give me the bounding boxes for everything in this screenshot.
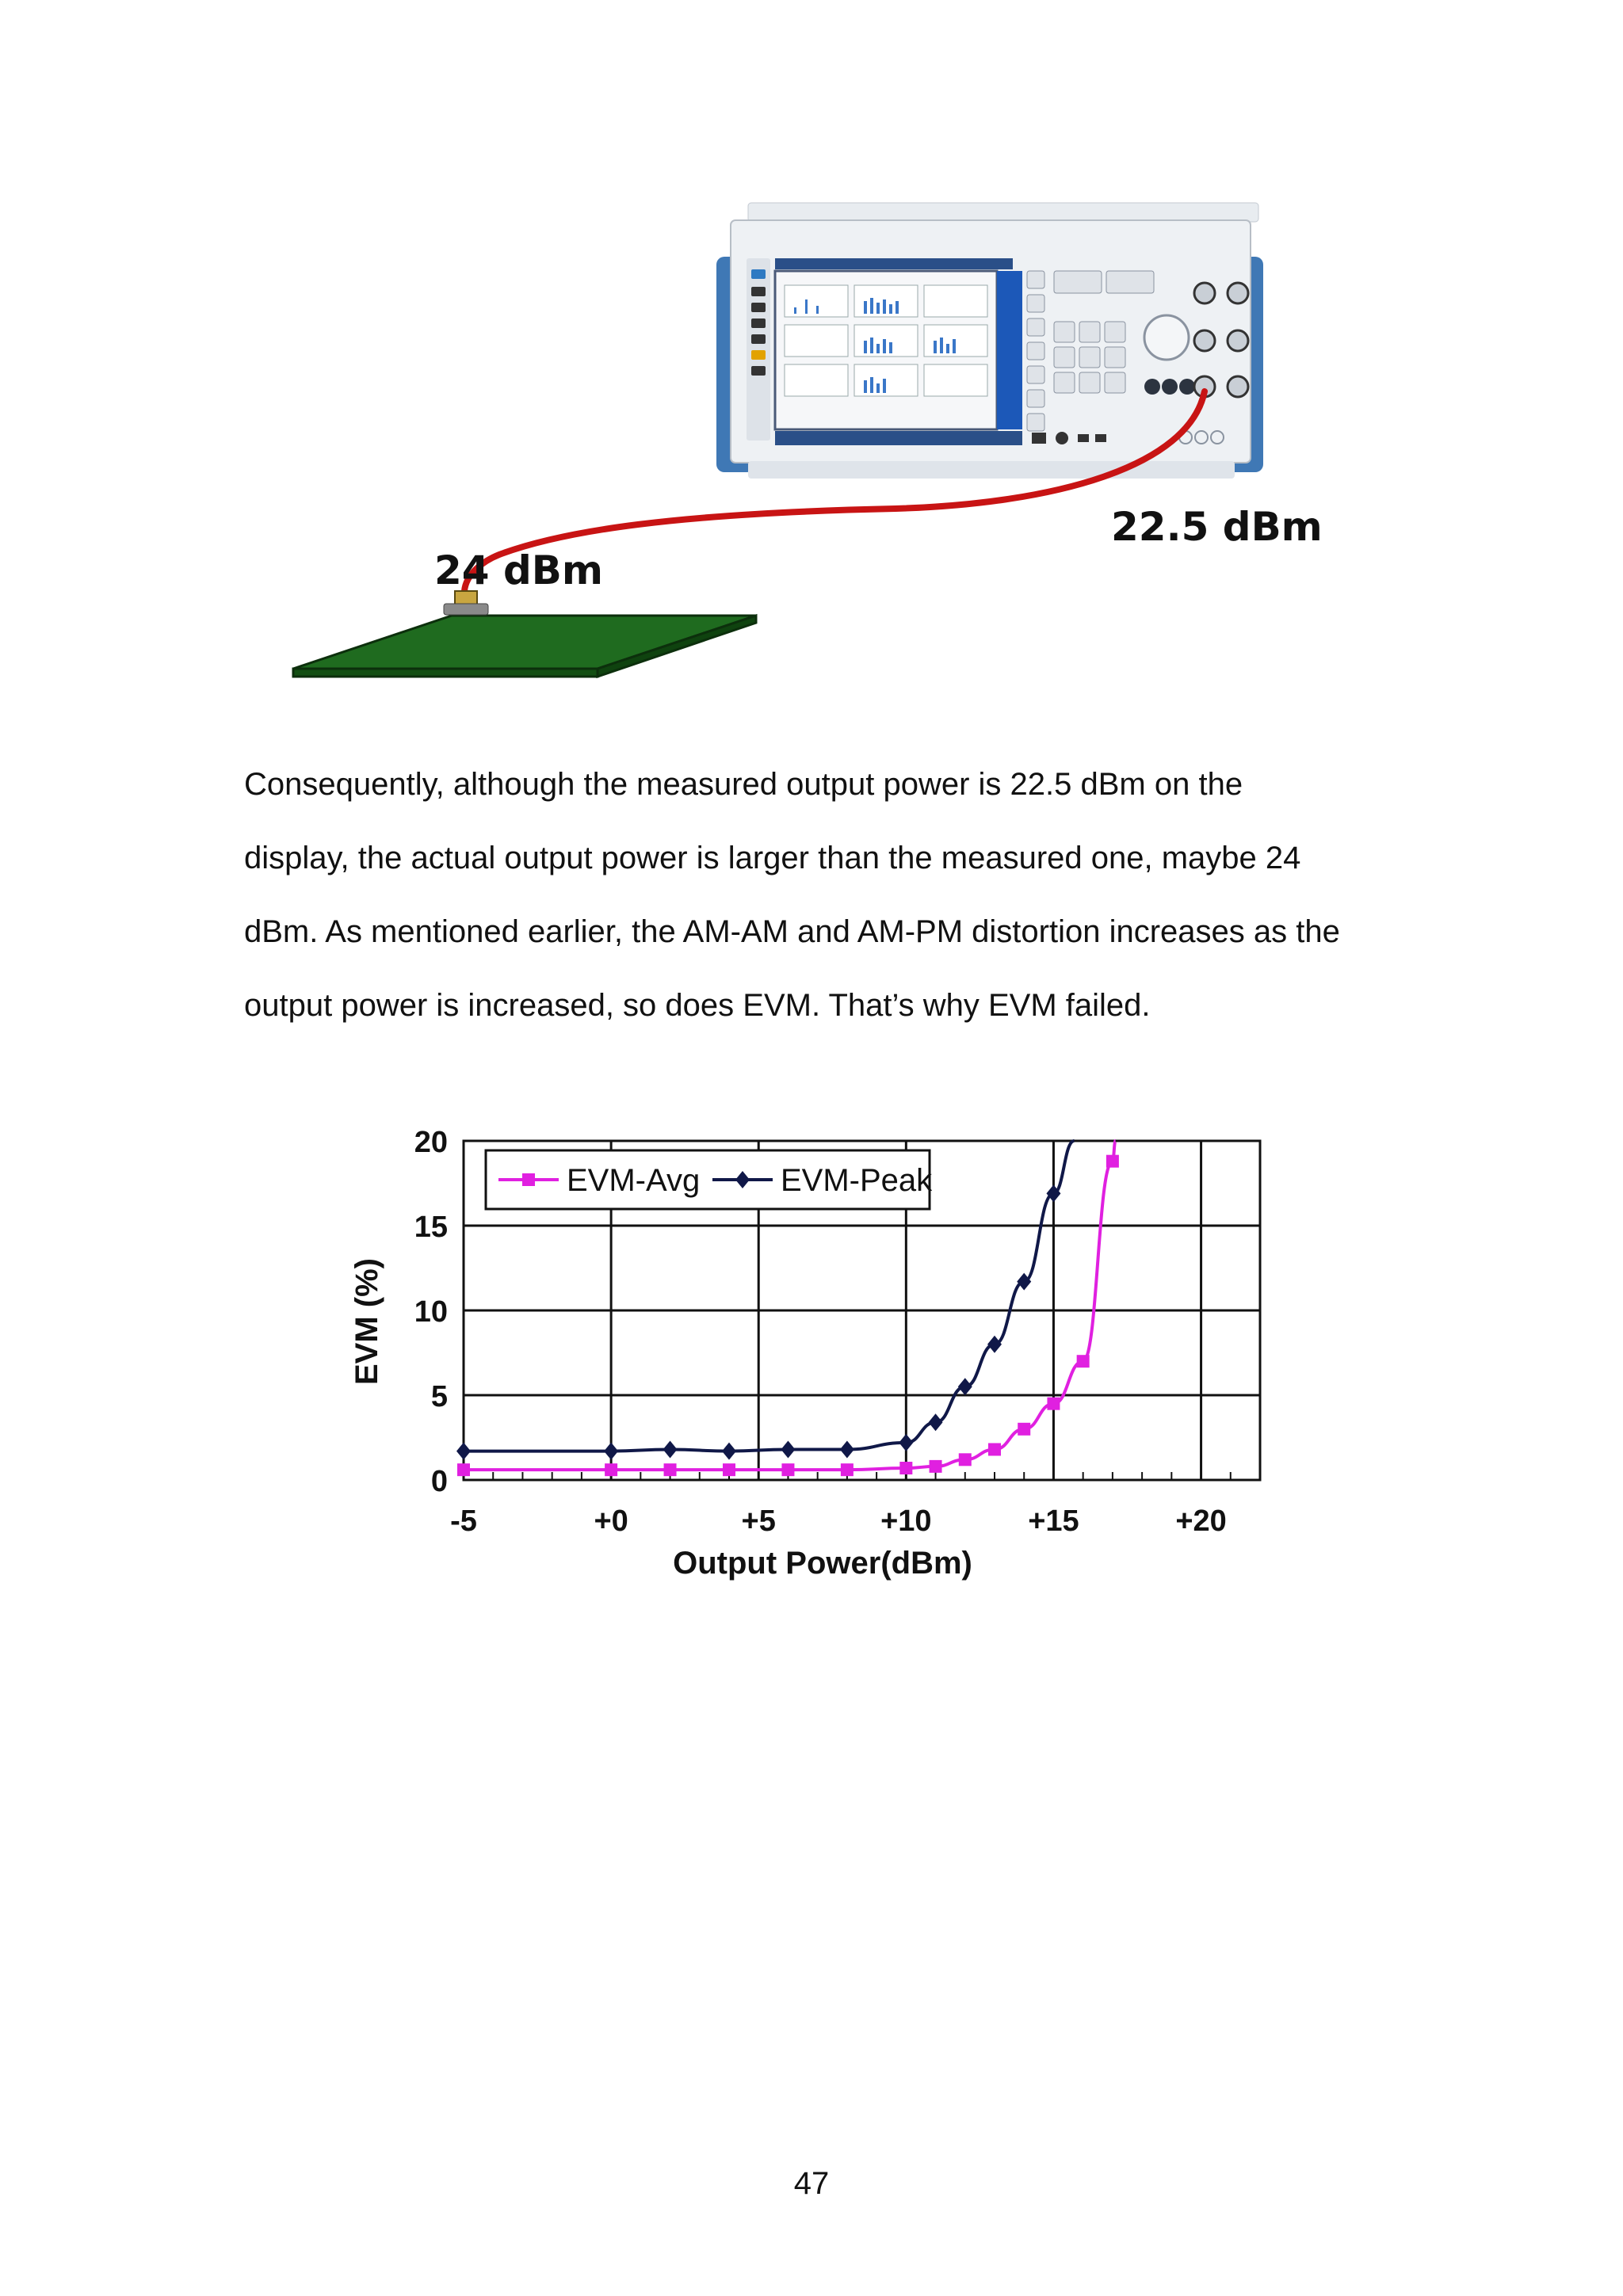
evm-chart [349, 1109, 1284, 1600]
x-tick-label: -5 [450, 1505, 477, 1538]
setup-figure [262, 182, 1371, 689]
data-point-evm-avg [1018, 1423, 1030, 1436]
paragraph-line: output power is increased, so does EVM. That’s why EVM failed. [244, 988, 1151, 1023]
data-point-evm-avg [723, 1463, 735, 1476]
x-tick-label: +0 [594, 1505, 628, 1538]
x-axis-label: Output Power(dBm) [673, 1546, 972, 1581]
paragraph-line: Consequently, although the measured output power is 22.5 dBm on the [244, 767, 1243, 802]
data-point-evm-avg [930, 1460, 942, 1473]
data-point-evm-avg [841, 1463, 854, 1476]
rf-connector [444, 591, 488, 615]
y-axis-label: EVM (%) [349, 1258, 384, 1385]
page-number: 47 [793, 2166, 830, 2201]
paragraph-line: display, the actual output power is larger than the measured one, maybe 24 [244, 841, 1301, 875]
data-point-evm-avg [781, 1463, 794, 1476]
y-tick-label: 5 [430, 1380, 448, 1413]
data-point-evm-avg [457, 1463, 470, 1476]
data-point-evm-avg [959, 1453, 972, 1466]
body-paragraph [244, 748, 1401, 1043]
x-tick-label: +10 [880, 1505, 932, 1538]
legend-label: EVM-Avg [567, 1163, 701, 1198]
data-point-evm-avg [1077, 1355, 1090, 1367]
setup-illustration [262, 182, 1371, 689]
y-tick-label: 10 [414, 1295, 448, 1329]
data-point-evm-avg [1047, 1398, 1060, 1410]
x-tick-label: +20 [1175, 1505, 1227, 1538]
data-point-evm-avg [988, 1443, 1001, 1455]
data-point-evm-avg [605, 1463, 617, 1476]
x-tick-label: +15 [1028, 1505, 1079, 1538]
legend-label: EVM-Peak [781, 1163, 933, 1198]
data-point-evm-avg [1106, 1155, 1119, 1168]
y-tick-label: 0 [430, 1465, 448, 1498]
pcb-board [293, 616, 756, 677]
rotary-knob [1144, 315, 1189, 360]
data-point-evm-avg [664, 1463, 677, 1476]
data-point-evm-avg [899, 1462, 912, 1474]
x-tick-label: +5 [741, 1505, 776, 1538]
legend-marker [522, 1173, 535, 1186]
tester-power-label: 22.5 dBm [1111, 504, 1323, 550]
paragraph-line: dBm. As mentioned earlier, the AM-AM and AM-PM distortion increases as the [244, 914, 1340, 949]
evm-chart-svg [349, 1109, 1284, 1600]
y-tick-label: 15 [414, 1211, 448, 1244]
pcb-power-label: 24 dBm [434, 547, 603, 593]
y-tick-label: 20 [414, 1126, 448, 1159]
